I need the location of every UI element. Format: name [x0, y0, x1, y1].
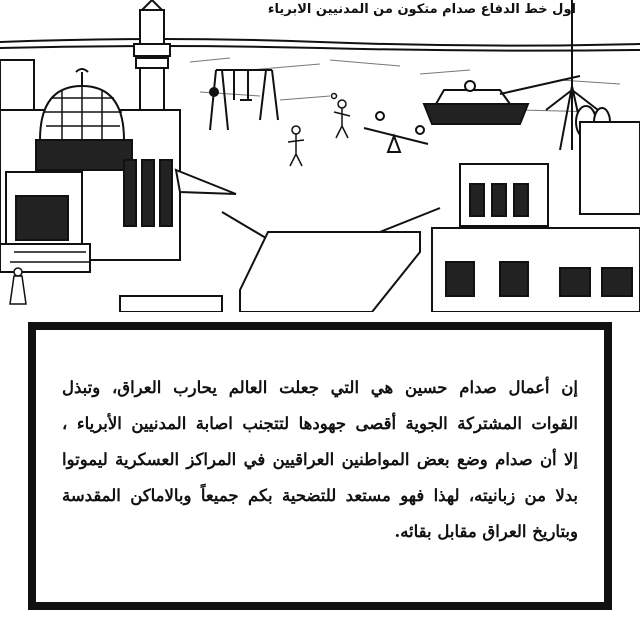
horizon-line: [0, 39, 640, 46]
right-buildings: [432, 122, 640, 312]
text-box: [28, 322, 612, 610]
text-line-1: إن أعمال صدام حسين هي التي جعلت العالم يحارب العراق، وتبذل: [62, 378, 578, 397]
swing-set: [210, 70, 278, 130]
illustration-caption: اول خط الدفاع صدام متكون من المدنيين الابرياء: [267, 2, 576, 17]
text-line-3: إلا أن صدام وضع بعض المواطنين العراقيين في المراكز العسكرية ليموتوا: [62, 450, 578, 469]
woman-figure: [10, 268, 26, 304]
text-line-4: بدلا من زبانيته، لهذا فهو مستعد للتضحية بكم جميعاً وبالاماكن المقدسة: [62, 486, 578, 505]
text-line-2: القوات المشتركة الجوية أقصى جهودها لتتجنب اصابة المدنيين الأبرياء ،: [62, 414, 578, 433]
seesaw: [364, 112, 428, 152]
text-line-5: وبتاريخ العراق مقابل بقائه.: [394, 522, 578, 541]
children: [288, 94, 350, 167]
airplane: [176, 170, 236, 194]
tank: [424, 76, 580, 124]
